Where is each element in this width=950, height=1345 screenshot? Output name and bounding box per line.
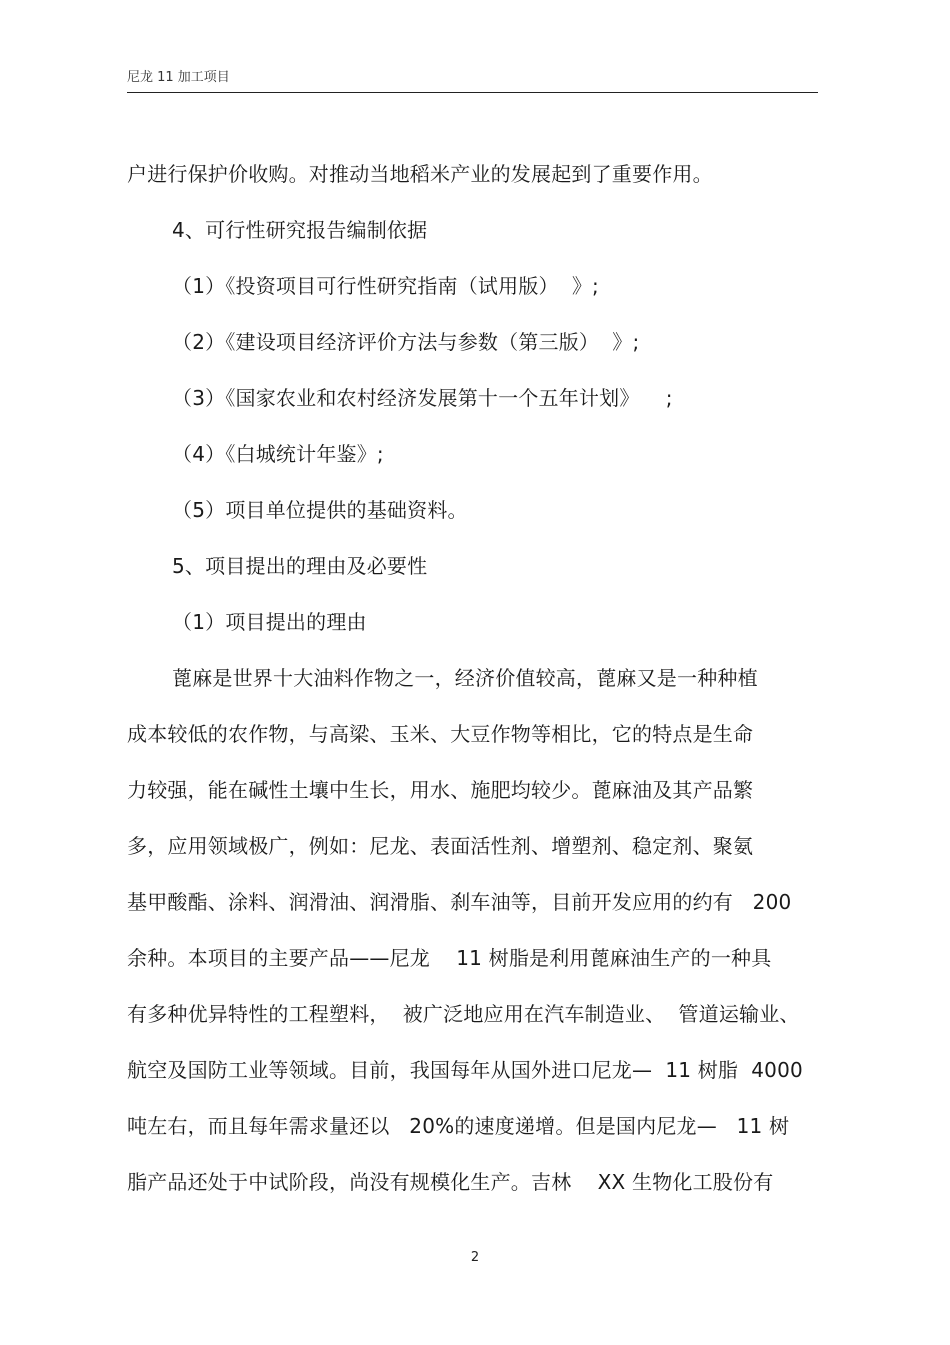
body-line: 户进行保护价收购。对推动当地稻米产业的发展起到了重要作用。 <box>127 162 713 186</box>
list-item: （4）《白城统计年鉴》; <box>172 442 384 466</box>
list-item: （2）《建设项目经济评价方法与参数（第三版） 》; <box>172 330 640 354</box>
body-line: 脂产品还处于中试阶段，尚没有规模化生产。吉林 XX 生物化工股份有 <box>127 1170 774 1194</box>
body-line: 基甲酸酯、涂料、润滑油、润滑脂、刹车油等，目前开发应用的约有 200 <box>127 890 792 914</box>
header-rule <box>127 92 818 93</box>
running-header: 尼龙 11 加工项目 <box>127 70 230 85</box>
body-line: 力较强，能在碱性土壤中生长，用水、施肥均较少。蓖麻油及其产品繁 <box>127 778 754 802</box>
section-heading: 5、项目提出的理由及必要性 <box>172 554 428 578</box>
body-line: 多，应用领域极广，例如：尼龙、表面活性剂、增塑剂、稳定剂、聚氨 <box>127 834 754 858</box>
list-item: （5）项目单位提供的基础资料。 <box>172 498 468 522</box>
list-item: （3）《国家农业和农村经济发展第十一个五年计划》 ; <box>172 386 673 410</box>
body-line: 有多种优异特性的工程塑料， 被广泛地应用在汽车制造业、 管道运输业、 <box>127 1002 800 1026</box>
body-line: 成本较低的农作物，与高梁、玉米、大豆作物等相比，它的特点是生命 <box>127 722 754 746</box>
list-item: （1）《投资项目可行性研究指南（试用版） 》; <box>172 274 599 298</box>
subsection-heading: （1）项目提出的理由 <box>172 610 367 634</box>
body-line: 航空及国防工业等领域。目前，我国每年从国外进口尼龙— 11 树脂 4000 <box>127 1058 803 1082</box>
body-line: 吨左右，而且每年需求量还以 20%的速度递增。但是国内尼龙— 11 树 <box>127 1114 790 1138</box>
section-heading: 4、可行性研究报告编制依据 <box>172 218 428 242</box>
page-number: 2 <box>470 1250 480 1265</box>
body-line: 余种。本项目的主要产品——尼龙 11 树脂是利用蓖麻油生产的一种具 <box>127 946 772 970</box>
body-line: 蓖麻是世界十大油料作物之一，经济价值较高，蓖麻又是一种种植 <box>172 666 758 690</box>
